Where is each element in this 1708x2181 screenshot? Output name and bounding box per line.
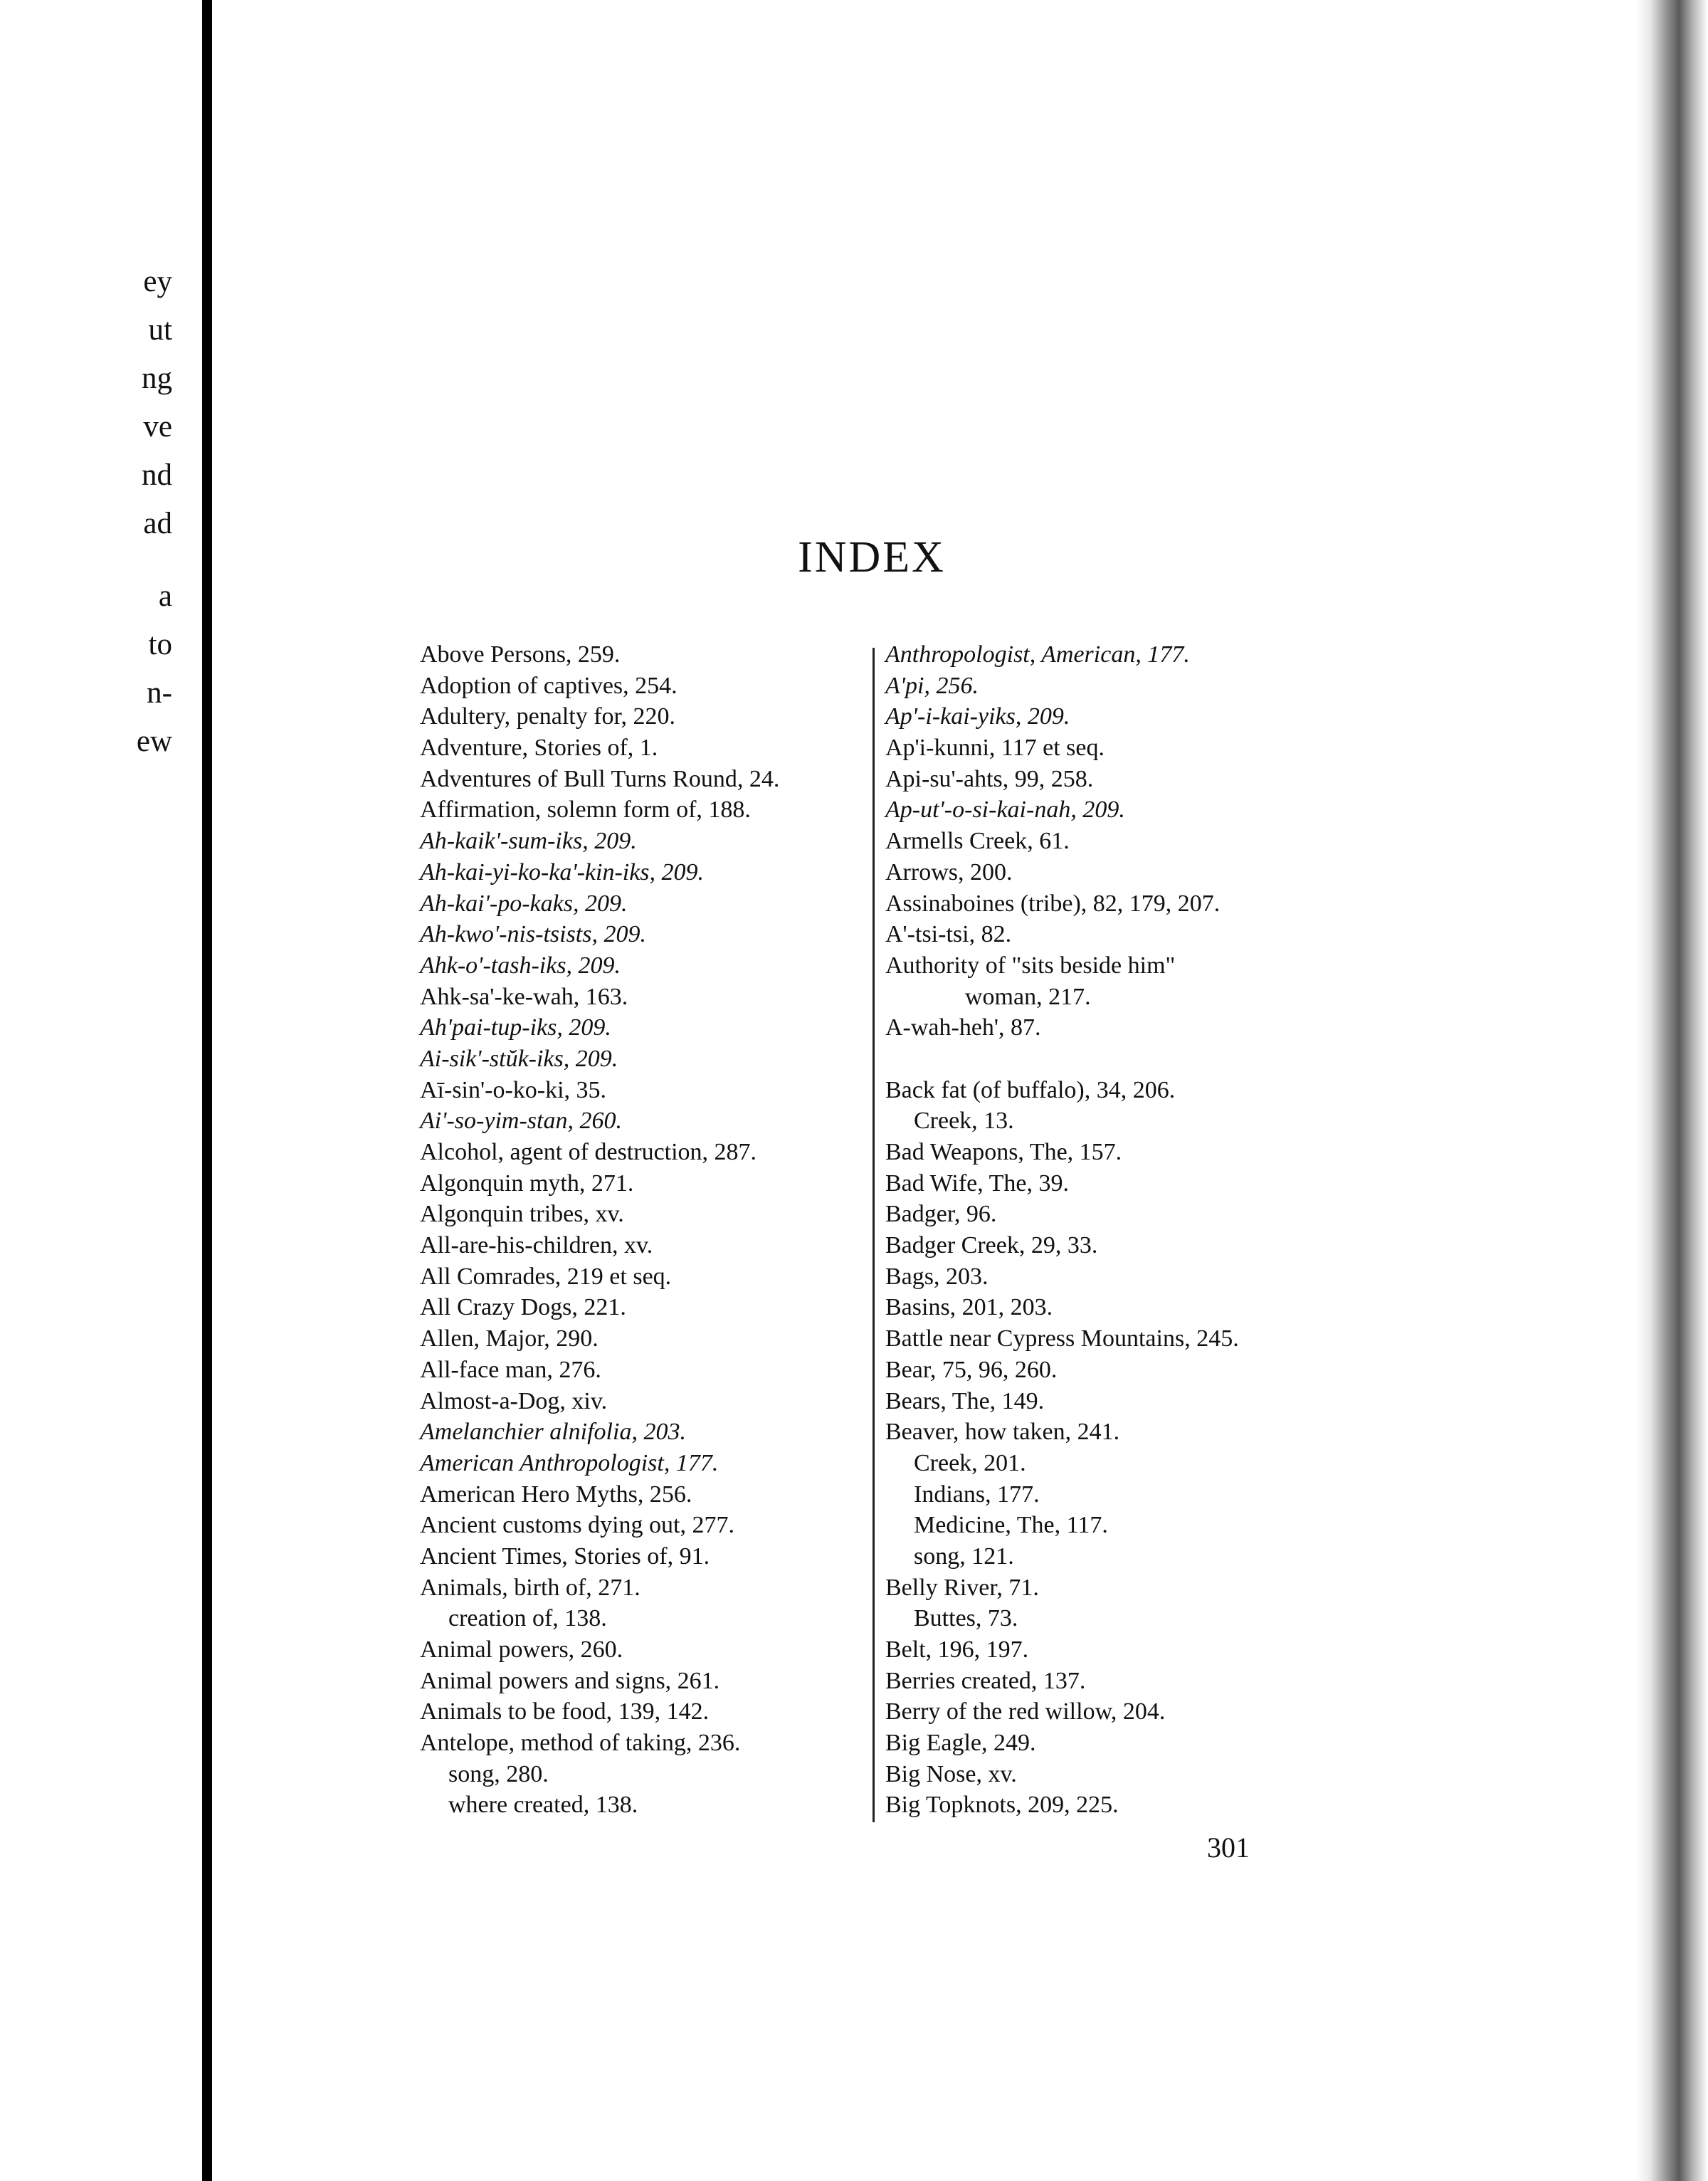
facing-page-fragment: ew bbox=[136, 725, 172, 758]
index-entry: Beaver, how taken, 241. bbox=[885, 1419, 1120, 1446]
index-entry: Api-su'-ahts, 99, 258. bbox=[885, 765, 1094, 792]
index-entry: Animals to be food, 139, 142. bbox=[420, 1698, 710, 1725]
facing-page-fragment: to bbox=[148, 628, 172, 661]
index-entry: Ai'-so-yim-stan, 260. bbox=[420, 1108, 622, 1135]
index-subentry: where created, 138. bbox=[448, 1792, 638, 1819]
index-entry: Ah-kwo'-nis-tsists, 209. bbox=[420, 921, 646, 948]
facing-page-text-fragments bbox=[0, 572, 202, 766]
page-number: 301 bbox=[1207, 1831, 1250, 1864]
index-subentry: woman, 217. bbox=[965, 983, 1091, 1010]
index-entry: American Anthropologist, 177. bbox=[420, 1449, 719, 1476]
index-subentry: song, 121. bbox=[914, 1543, 1014, 1570]
facing-page-fragment: n- bbox=[147, 676, 172, 710]
index-subentry: creation of, 138. bbox=[448, 1605, 607, 1632]
facing-page-fragment: ut bbox=[148, 313, 172, 347]
index-entry: Berries created, 137. bbox=[885, 1667, 1086, 1694]
index-entry: A'pi, 256. bbox=[885, 672, 979, 699]
index-entry: Belly River, 71. bbox=[885, 1574, 1039, 1601]
index-entry: Battle near Cypress Mountains, 245. bbox=[885, 1325, 1239, 1352]
index-entry: Alcohol, agent of destruction, 287. bbox=[420, 1139, 757, 1165]
index-entry: Amelanchier alnifolia, 203. bbox=[420, 1419, 686, 1446]
index-entry: Ap'i-kunni, 117 et seq. bbox=[885, 735, 1105, 762]
index-subentry: Creek, 201. bbox=[914, 1449, 1026, 1476]
index-entry: Badger Creek, 29, 33. bbox=[885, 1232, 1098, 1259]
facing-page-fragment: a bbox=[158, 579, 172, 613]
index-entry: All Comrades, 219 et seq. bbox=[420, 1263, 672, 1290]
index-entry: A-wah-heh', 87. bbox=[885, 1014, 1041, 1041]
index-entry: Ah-kai'-po-kaks, 209. bbox=[420, 890, 628, 917]
index-entry: Ancient Times, Stories of, 91. bbox=[420, 1543, 710, 1570]
index-entry: Big Eagle, 249. bbox=[885, 1730, 1036, 1757]
index-entry: Adventures of Bull Turns Round, 24. bbox=[420, 765, 780, 792]
page-title: INDEX bbox=[798, 533, 946, 582]
index-subentry: song, 280. bbox=[448, 1760, 549, 1787]
page-edge-shadow bbox=[1635, 0, 1708, 2181]
index-subentry: Indians, 177. bbox=[914, 1481, 1040, 1508]
book-gutter bbox=[202, 0, 212, 2181]
index-entry: Bad Weapons, The, 157. bbox=[885, 1139, 1122, 1165]
index-entry: A'-tsi-tsi, 82. bbox=[885, 921, 1012, 948]
index-entry: Bad Wife, The, 39. bbox=[885, 1170, 1069, 1197]
facing-page-fragment: ve bbox=[143, 410, 172, 443]
index-entry: Bear, 75, 96, 260. bbox=[885, 1356, 1058, 1383]
index-entry: Bears, The, 149. bbox=[885, 1387, 1045, 1414]
index-subentry: Creek, 13. bbox=[914, 1108, 1014, 1135]
index-entry: Ahk-o'-tash-iks, 209. bbox=[420, 952, 621, 979]
index-entry: Ah-kaik'-sum-iks, 209. bbox=[420, 828, 637, 855]
index-entry: Algonquin myth, 271. bbox=[420, 1170, 634, 1197]
index-entry: Antelope, method of taking, 236. bbox=[420, 1730, 741, 1757]
index-entry: Ap'-i-kai-yiks, 209. bbox=[885, 703, 1070, 730]
index-entry: Adultery, penalty for, 220. bbox=[420, 703, 676, 730]
index-entry: Affirmation, solemn form of, 188. bbox=[420, 797, 751, 824]
index-entry: Allen, Major, 290. bbox=[420, 1325, 599, 1352]
index-entry: Assinaboines (tribe), 82, 179, 207. bbox=[885, 890, 1221, 917]
index-entry: Back fat (of buffalo), 34, 206. bbox=[885, 1076, 1176, 1103]
index-entry: Ah-kai-yi-ko-ka'-kin-iks, 209. bbox=[420, 858, 705, 885]
index-entry: Almost-a-Dog, xiv. bbox=[420, 1387, 608, 1414]
index-entry: Adoption of captives, 254. bbox=[420, 672, 678, 699]
index-entry: Animal powers, 260. bbox=[420, 1636, 623, 1663]
index-entry: Ancient customs dying out, 277. bbox=[420, 1512, 734, 1539]
index-subentry: Medicine, The, 117. bbox=[914, 1512, 1108, 1539]
index-entry: Ahk-sa'-ke-wah, 163. bbox=[420, 983, 628, 1010]
index-entry: Animals, birth of, 271. bbox=[420, 1574, 640, 1601]
facing-page-fragment: ey bbox=[143, 265, 172, 298]
facing-page-fragment: ng bbox=[142, 362, 172, 395]
index-entry: Above Persons, 259. bbox=[420, 641, 621, 668]
column-divider bbox=[873, 648, 875, 1822]
index-entry: Aī-sin'-o-ko-ki, 35. bbox=[420, 1076, 607, 1103]
facing-page-text-fragments bbox=[0, 258, 202, 548]
index-entry: Ap-ut'-o-si-kai-nah, 209. bbox=[885, 797, 1125, 824]
index-entry: Big Topknots, 209, 225. bbox=[885, 1792, 1119, 1819]
facing-page-fragment: ad bbox=[143, 507, 172, 540]
index-entry: All Crazy Dogs, 221. bbox=[420, 1294, 626, 1321]
facing-page-fragment: nd bbox=[142, 458, 172, 492]
index-column-left bbox=[420, 639, 868, 1821]
index-entry: Belt, 196, 197. bbox=[885, 1636, 1029, 1663]
index-entry: Berry of the red willow, 204. bbox=[885, 1698, 1166, 1725]
index-entry: Big Nose, xv. bbox=[885, 1760, 1017, 1787]
index-entry: All-face man, 276. bbox=[420, 1356, 601, 1383]
index-entry: Badger, 96. bbox=[885, 1201, 997, 1228]
index-subentry: Buttes, 73. bbox=[914, 1605, 1018, 1632]
index-entry: Ai-sik'-stŭk-iks, 209. bbox=[420, 1045, 618, 1072]
facing-page bbox=[0, 0, 202, 2181]
index-entry: Anthropologist, American, 177. bbox=[885, 641, 1190, 668]
index-entry: Ah'pai-tup-iks, 209. bbox=[420, 1014, 611, 1041]
index-entry: Arrows, 200. bbox=[885, 858, 1013, 885]
index-entry: Basins, 201, 203. bbox=[885, 1294, 1053, 1321]
index-entry: American Hero Myths, 256. bbox=[420, 1481, 692, 1508]
index-entry: Armells Creek, 61. bbox=[885, 828, 1070, 855]
index-entry: Algonquin tribes, xv. bbox=[420, 1201, 624, 1228]
index-entry: Animal powers and signs, 261. bbox=[420, 1667, 720, 1694]
index-entry: Bags, 203. bbox=[885, 1263, 989, 1290]
index-column-right bbox=[885, 639, 1341, 1821]
index-entry: Authority of "sits beside him" bbox=[885, 952, 1176, 979]
index-entry: Adventure, Stories of, 1. bbox=[420, 735, 658, 762]
index-entry: All-are-his-children, xv. bbox=[420, 1232, 653, 1259]
index-spacer bbox=[885, 1044, 1341, 1075]
